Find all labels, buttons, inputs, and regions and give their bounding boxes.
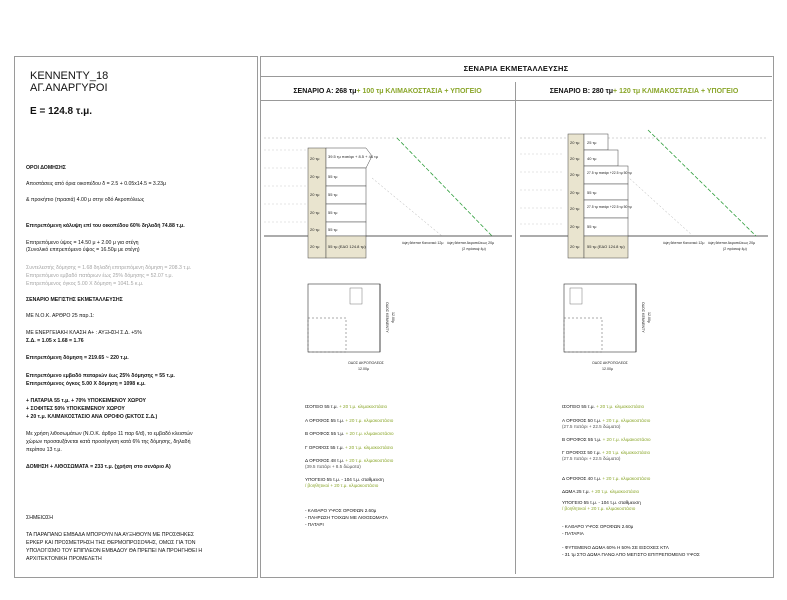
height-label: (2 πρόσοψ 4μ) <box>462 247 486 251</box>
floor-label: 20 τμ <box>570 190 580 195</box>
scenario-b-title <box>516 82 772 101</box>
floor-label: 27.5 τμ πατάρι +22.5 τμ 50 τμ <box>587 205 632 209</box>
floor-block <box>584 166 628 184</box>
scenario-a-title <box>260 82 515 101</box>
legend-a-0 <box>305 404 387 410</box>
scenarios-header: ΣΕΝΑΡΙΑ ΕΚΜΕΤΑΛΛΕΥΣΗΣ <box>260 60 772 77</box>
setbacks-text: Αποστάσεις από όρια οικοπέδου δ = 2.5 + 0.05x14.5 = 3.23μ <box>26 181 166 187</box>
side-street-width: 12.00μ <box>647 312 651 324</box>
floor-label: 55 τμ <box>328 210 338 215</box>
inclined-envelope-line <box>648 130 756 236</box>
floor-label: 20 τμ <box>310 174 320 179</box>
legend-sub: (27.5 πατάρι + 22.5 δώματα) <box>562 455 621 461</box>
plus-item-3: + 20 τ.μ. ΚΛΙΜΑΚΟΣΤΑΣΙΟ ΑΝΑ ΟΡΟΦΟ (ΕΚΤΟΣ Σ.Δ.) <box>26 414 158 420</box>
height-label: (2 πρόσοψ 4μ) <box>723 247 747 251</box>
height-label: ύψη θέσπισ Κανονικό 12μ <box>663 241 705 245</box>
lithos-text-1: Με χρήση λιθοσωμάτων (Ν.Ο.Κ. άρθρο 11 παρ 6/d), το εμβαδό κλειστών <box>26 431 193 437</box>
mezzanine-area: Επιτρεπόμενο εμβαδό παταριών έως 25% δόμησης = 55 τ.μ. <box>26 373 175 379</box>
allowed-volume: Επιτρεπόμενος όγκος 5.00 Χ δόμηση = 1098 κ.μ. <box>26 381 146 387</box>
allowed-build: Επιτρεπόμενη δόμηση = 219.65 ~ 220 τ.μ. <box>26 355 129 361</box>
legend-floor: ΥΠΟΓΕΙΟ 55 τ.μ. - 104 τ.μ. σταθμευση <box>562 500 641 505</box>
notes-a-2: - ΠΑΤΑΡΙ <box>305 522 324 527</box>
plot-area: Ε = 124.8 τ.μ. <box>30 106 93 117</box>
floor-label: 40 τμ <box>587 156 597 161</box>
secondary-envelope-line <box>372 178 442 236</box>
legend-extra: + 20 τ.μ. κλιμακοστάσιο <box>344 458 394 463</box>
legend-extra: + 20 τ.μ. κλιμακοστάσιο <box>594 404 645 409</box>
legend-floor: ΥΠΟΓΕΙΟ 55 τ.μ. - 104 τ.μ. σταθμευση <box>305 477 384 482</box>
floor-label: 20 τμ <box>570 206 580 211</box>
legend-floor: Δ ΟΡΟΦΟΣ 40 τ.μ. <box>562 476 602 481</box>
legend-b-6 <box>562 500 641 511</box>
stair-outline <box>570 288 582 304</box>
floor-label: 27.5 τμ πατάρι +22.5 τμ 50 τμ <box>587 171 632 175</box>
height-label: ύψη θέσπισ Ακροπόλεως 20μ <box>708 241 756 245</box>
legend-extra: + 20 τ.μ. κλιμακοστάσιο <box>601 476 651 481</box>
street-width: 12.00μ <box>602 367 614 371</box>
scenario-a-section-drawing <box>262 128 514 263</box>
legend-sub: (27.5 πατάρι + 22.5 δώματα) <box>562 423 621 429</box>
lithos-text-3: περίπου 13 τ.μ. <box>26 447 62 453</box>
stair-outline <box>350 288 362 304</box>
stair-core <box>308 148 326 258</box>
height-label: ύψη θέσπισ Ακροπόλεως 20μ <box>447 241 495 245</box>
front-setback-text: & προκήπιο (πρασιά) 4.00 μ στην οδό Ακροπόλεως <box>26 197 145 203</box>
legend-b-1 <box>562 418 650 429</box>
floor-label: 20 τμ <box>310 244 320 249</box>
legend-floor: Α ΟΡΟΦΟΣ 50 τ.μ. <box>562 418 602 423</box>
note-line-1: ΤΑ ΠΑΡΑΠΑΝΩ ΕΜΒΑΔΑ ΜΠΟΡΟΥΝ ΝΑ ΑΥΞΗΘΟΥΝ ΜΕ ΠΡΟΣΘΗΚΕΣ <box>26 532 195 538</box>
project-location: ΑΓ.ΑΝΑΡΓΥΡΟΙ <box>30 82 108 94</box>
floor-label: 55 τμ <box>328 174 338 179</box>
floor-label: 55 τμ <box>587 190 597 195</box>
legend-floor: ΔΩΜΑ 25 τ.μ. <box>562 489 590 494</box>
building-terms-heading: ΟΡΟΙ ΔΟΜΗΣΗΣ <box>26 165 66 171</box>
legend-floor: Α ΟΡΟΦΟΣ 55 τ.μ. <box>305 418 345 423</box>
side-street-width: 12.00μ <box>391 312 395 324</box>
notes-b-1: - ΠΑΤΑΡΙΑ <box>562 531 584 536</box>
secondary-envelope-line <box>618 168 693 236</box>
floor-label: 25 τμ <box>587 140 597 145</box>
notes-a-1: - ΠΛΗΡΩΣΗ ΤΟΙΧΩΝ ΜΕ ΛΙΘΟΣΩΜΑΤΑ <box>305 515 388 520</box>
stair-core <box>568 134 584 258</box>
notes-b-3: - 31 τμ ΣΤΟ ΔΩΜΑ ΠΑΝΩ ΑΠΟ ΜΕΓΙΣΤΟ ΕΠΙΤΡΕΠΟΜΕΝΟ ΥΨΟΣ <box>562 552 700 557</box>
street-name: ΟΔΟΣ ΑΚΡΟΠΟΛΕΩΣ <box>592 361 628 365</box>
note-line-2: ΕΡΚΕΡ ΚΑΙ ΠΡΟΣΜΕΤΡΗΣΗ ΤΗΣ ΘΕΡΜΟΠΡΟΣΟΨΗΣ, ΟΜΩΣ ΓΙΑ ΤΟΝ <box>26 540 196 546</box>
coverage-text: Επιτρεπόμενη κάλυψη επί του οικοπέδου 60% δηλαδή 74.88 τ.μ. <box>26 223 185 229</box>
floor-label: 55 τμ <box>587 224 597 229</box>
gray-text-2: Επιτρεπόμενο εμβαδό πατάριων έως 25% δόμησης = 52.07 τ.μ. <box>26 273 173 279</box>
plus-item-1: + ΠΑΤΑΡΙΑ 55 τ.μ. + 70% ΥΠΟΚΕΙΜΕΝΟΥ ΧΩΡΟΥ <box>26 398 147 404</box>
floor-label: 55 τμ <box>328 227 338 232</box>
floor-label: 20 τμ <box>570 156 580 161</box>
legend-b-5 <box>562 489 639 495</box>
floor-label: 20 τμ <box>310 192 320 197</box>
legend-a-1 <box>305 418 393 424</box>
energy-class: ΜΕ ΕΝΕΡΓΕΙΑΚΗ ΚΛΑΣΗ Α+ : ΑΥΞΗΣΗ Σ.Δ. +5% <box>26 330 142 336</box>
legend-a-3 <box>305 445 393 451</box>
legend-extra: + 20 τ.μ. κλιμακοστάσιο <box>601 437 651 442</box>
floor-label: 20 τμ <box>570 140 580 145</box>
sd-value: Σ.Δ. = 1.05 x 1.68 = 1.76 <box>26 338 84 344</box>
scenario-a-title-extra: + 100 τμ ΚΛΙΜΑΚΟΣΤΑΣΙΑ + ΥΠΟΓΕΙΟ <box>356 87 482 95</box>
building-footprint <box>308 318 346 352</box>
legend-sub: / βοηθητικοί + 20 τ.μ. κλιμακοστάσιο <box>305 482 379 488</box>
floor-label: 20 τμ <box>310 227 320 232</box>
scenario-a-title-main: ΣΕΝΑΡΙΟ Α: 268 τμ <box>293 87 357 95</box>
total-build: ΔΟΜΗΣΗ + ΛΙΘΟΣΩΜΑΤΑ = 233 τ.μ. (χρήση στο σενάριο Α) <box>26 464 171 470</box>
floor-label: 20 τμ <box>310 210 320 215</box>
legend-extra: + 20 τ.μ. κλιμακοστάσιο <box>343 445 394 450</box>
floor-block <box>584 200 628 218</box>
notes-b-2: - ΦΥΤΕΜΕΝΟ ΔΩΜΑ 60% Η 50% ΣΕ ΕΙΣΟΧΕΣ ΚΤΛ <box>562 545 669 550</box>
note-line-3: ΥΠΟΛΟΓΙΣΜΟ ΤΟΥ ΕΠΙΠΛΕΟΝ ΕΜΒΑΔΟΥ ΘΑ ΠΡΕΠΕΙ ΝΑ ΠΡΟΗΓΗΘΕΙ Η <box>26 548 203 554</box>
floor-label: 39.5 τμ πατάρι + 8.5 + 44 τμ <box>328 154 379 159</box>
note-line-4: ΑΡΧΙΤΕΚΤΟΝΙΚΗ ΠΡΟΜΕΛΕΤΗ <box>26 556 102 562</box>
scenario-b-title-extra: + 120 τμ ΚΛΙΜΑΚΟΣΤΑΣΙΑ + ΥΠΟΓΕΙΟ <box>613 87 739 95</box>
floor-label: 20 τμ <box>570 172 580 177</box>
floor-label: 20 τμ <box>310 156 320 161</box>
floor-label: 55 τμ (ΕΔΟ 124.8 τμ) <box>328 244 366 249</box>
legend-extra: + 20 τ.μ. κλιμακοστάσιο <box>601 418 651 423</box>
legend-floor: Γ ΟΡΟΦΟΣ 50 τ.μ. <box>562 450 601 455</box>
legend-extra: + 20 τ.μ. κλιμακοστάσιο <box>589 489 640 494</box>
plus-item-2: + ΣΟΦΙΤΕΣ 50% ΥΠΟΚΕΙΜΕΝΟΥ ΧΩΡΟΥ <box>26 406 125 412</box>
legend-extra: + 20 τ.μ. κλιμακοστάσιο <box>344 418 394 423</box>
legend-b-4 <box>562 476 650 482</box>
project-code: KENNENTY_18 <box>30 70 109 82</box>
height-text-2: (Συνολικό επιτρεπόμενο ύψος = 16.50μ με στέγη) <box>26 247 140 253</box>
inclined-envelope-line <box>397 138 492 236</box>
legend-a-2 <box>305 431 394 437</box>
legend-a-5 <box>305 477 384 488</box>
legend-floor: ΙΣΟΓΕΙΟ 55 τ.μ. <box>305 404 338 409</box>
legend-floor: Β ΟΡΟΦΟΣ 55 τ.μ. <box>305 431 345 436</box>
gray-text-1: Συντελεστής δόμησης = 1.68 δηλαδή επιτρεπόμενη δόμηση = 208.3 τ.μ. <box>26 265 192 271</box>
legend-floor: Β ΟΡΟΦΟΣ 55 τ.μ. <box>562 437 602 442</box>
scenario-b-section-drawing <box>518 128 770 263</box>
legend-a-4 <box>305 458 393 469</box>
legend-b-3 <box>562 450 650 461</box>
legend-floor: ΙΣΟΓΕΙΟ 55 τ.μ. <box>562 404 595 409</box>
gray-text-3: Επιτρεπόμενος όγκος 5.00 Χ δόμηση = 1041.5 κ.μ. <box>26 281 144 287</box>
scenario-b-title-main: ΣΕΝΑΡΙΟ Β: 280 τμ <box>549 87 614 95</box>
legend-floor: Δ ΟΡΟΦΟΣ 48 τ.μ. <box>305 458 345 463</box>
legend-sub: / βοηθητικοί + 20 τ.μ. κλιμακοστάσιο <box>562 505 636 511</box>
legend-b-0 <box>562 404 644 410</box>
lithos-text-2: χώρων προσαυξάνεται κατά προσέγγιση κατά 6% της δόμησης, δηλαδή <box>26 439 191 445</box>
street-name: ΟΔΟΣ ΑΚΡΟΠΟΛΕΩΣ <box>348 361 384 365</box>
legend-b-2 <box>562 437 651 443</box>
street-width: 12.00μ <box>358 367 370 371</box>
legend-extra: + 20 τ.μ. κλιμακοστάσιο <box>600 450 651 455</box>
notes-heading: ΣΗΜΕΙΩΣΗ <box>26 515 54 521</box>
notes-a-0: - ΚΑΘΑΡΟ ΥΨΟΣ ΟΡΟΦΩΝ 2.60μ <box>305 508 377 513</box>
legend-extra: + 20 τ.μ. κλιμακοστάσιο <box>337 404 388 409</box>
height-text-1: Επιτρεπόμενο ύψος = 14.50 μ + 2.00 μ για στέγη <box>26 240 139 246</box>
floor-label: 20 τμ <box>570 244 580 249</box>
height-label: ύψη θέσπισ Κανονικό 12μ <box>402 241 444 245</box>
legend-extra: + 20 τ.μ. κλιμακοστάσιο <box>344 431 394 436</box>
floor-label: 55 τμ (ΕΔΟ 124.8 τμ) <box>587 244 625 249</box>
floor-label: 55 τμ <box>328 192 338 197</box>
legend-sub: (39.5 πατάρι + 8.5 δώματα) <box>305 463 361 469</box>
scenario-heading: ΣΕΝΑΡΙΟ ΜΕΓΙΣΤΗΣ ΕΚΜΕΤΑΛΛΕΥΣΗΣ <box>26 297 123 303</box>
side-street-name: ΟΔΟΣ ΚΕΝΝΕΝΤΥ <box>385 302 389 333</box>
floor-label: 20 τμ <box>570 224 580 229</box>
nok-article: ΜΕ Ν.Ο.Κ. ΑΡΘΡΟ 25 παρ.1: <box>26 313 95 319</box>
side-street-name: ΟΔΟΣ ΚΕΝΝΕΝΤΥ <box>641 302 645 333</box>
scenario-a-plan-drawing <box>300 282 420 382</box>
legend-floor: Γ ΟΡΟΦΟΣ 55 τ.μ. <box>305 445 344 450</box>
scenario-divider <box>515 82 516 574</box>
building-footprint <box>564 318 602 352</box>
scenario-b-plan-drawing <box>556 282 676 382</box>
notes-b-0: - ΚΑΘΑΡΟ ΥΨΟΣ ΟΡΟΦΩΝ 2.60μ <box>562 524 634 529</box>
